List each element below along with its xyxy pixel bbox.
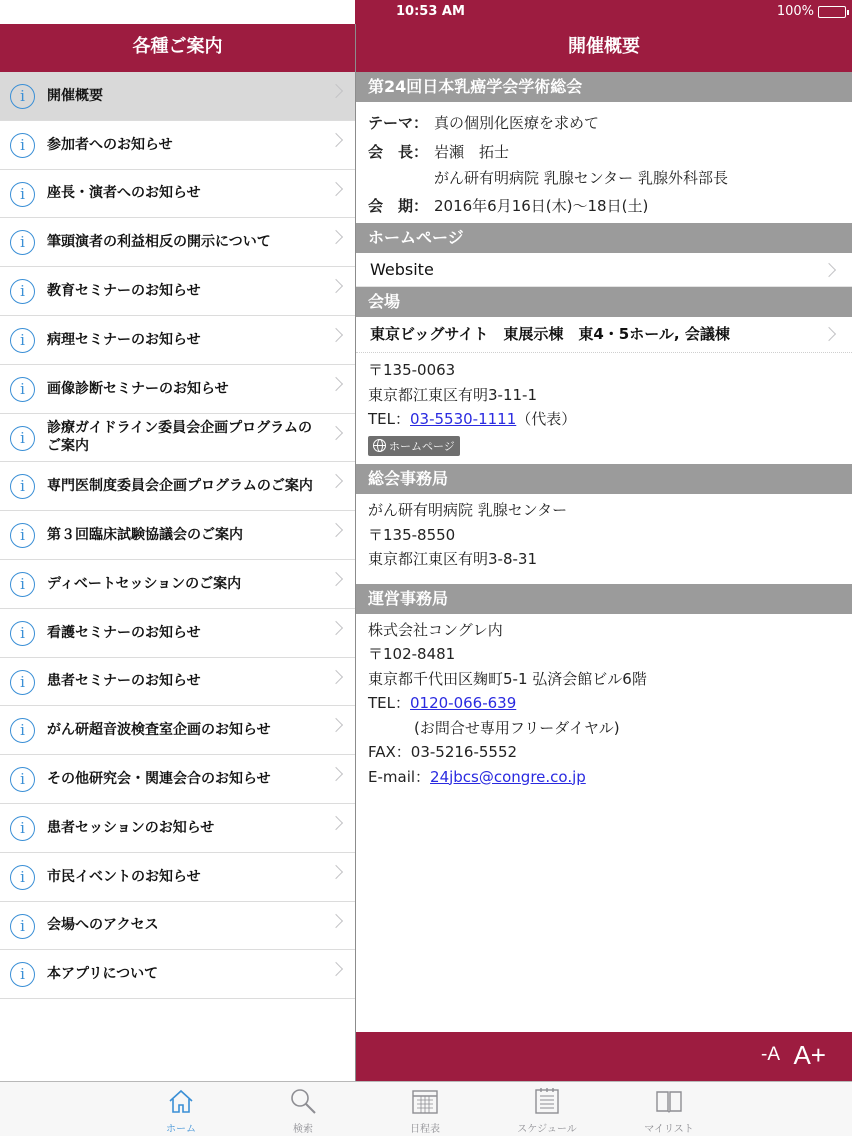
menu-item[interactable] <box>0 267 355 316</box>
info-icon: i <box>10 230 35 255</box>
detail-content[interactable] <box>356 72 852 1032</box>
tab-search[interactable] <box>258 1086 348 1135</box>
menu-item-label: 市民イベントのお知らせ <box>47 868 201 885</box>
menu-item-label: 患者セッションのお知らせ <box>47 819 215 836</box>
menu-item[interactable] <box>0 560 355 609</box>
menu-item-label: 専門医制度委員会企画プログラムのご案内 <box>47 478 313 495</box>
venue-row[interactable] <box>356 317 852 353</box>
info-icon: i <box>10 865 35 890</box>
font-larger-button[interactable]: A+ <box>793 1040 826 1070</box>
info-icon: i <box>10 84 35 109</box>
tab-book[interactable] <box>624 1086 714 1135</box>
menu-item-label: 第３回臨床試験協議会のご案内 <box>47 527 243 544</box>
menu-item[interactable] <box>0 462 355 511</box>
info-icon: i <box>10 962 35 987</box>
menu-item-label: 参加者へのお知らせ <box>47 136 173 153</box>
venue-address: 東京都江東区有明3-11-1 <box>368 385 537 404</box>
chevron-right-icon <box>329 523 343 537</box>
chevron-right-icon <box>329 84 343 98</box>
ops-tel <box>368 691 852 716</box>
chevron-right-icon <box>329 816 343 830</box>
menu-item[interactable] <box>0 755 355 804</box>
chevron-right-icon <box>329 133 343 147</box>
menu-item[interactable] <box>0 170 355 219</box>
ops-address: 東京都千代田区麹町5-1 弘済会館ビル6階 <box>368 669 647 688</box>
info-menu-list <box>0 72 355 999</box>
chevron-right-icon <box>329 718 343 732</box>
menu-item-label: 会場へのアクセス <box>47 917 159 934</box>
chevron-right-icon <box>329 328 343 342</box>
venue-details <box>356 353 852 464</box>
tab-label: ホーム <box>166 1124 196 1135</box>
info-icon: i <box>10 523 35 548</box>
chevron-right-icon <box>329 572 343 586</box>
chevron-right-icon <box>329 669 343 683</box>
tab-schedule[interactable] <box>502 1086 592 1135</box>
menu-item[interactable] <box>0 121 355 170</box>
tab-bar <box>0 1081 852 1136</box>
venue-homepage-label: ホームページ <box>389 439 455 453</box>
detail-nav-title: 開催概要 <box>356 24 852 72</box>
tab-label: 日程表 <box>410 1124 440 1135</box>
info-icon: i <box>10 572 35 597</box>
menu-item[interactable] <box>0 853 355 902</box>
ops-name: 株式会社コングレ内 <box>368 620 503 639</box>
master-panel <box>0 0 355 1081</box>
chevron-right-icon <box>329 426 343 440</box>
period-key: 会 期： <box>368 197 429 215</box>
schedule-icon <box>502 1086 592 1116</box>
chevron-right-icon <box>329 279 343 293</box>
venue-name: 東京ビッグサイト 東展示棟 東4・5ホール, 会議棟 <box>370 325 730 343</box>
website-link-row[interactable] <box>356 253 852 287</box>
menu-item[interactable] <box>0 316 355 365</box>
period-row <box>368 193 852 219</box>
period-value: 2016年6月16日(木)〜18日(土) <box>434 197 649 215</box>
meeting-info <box>356 102 852 223</box>
meeting-name-header: 第24回日本乳癌学会学術総会 <box>356 72 852 102</box>
venue-tel-label: TEL： <box>368 410 410 428</box>
info-icon: i <box>10 182 35 207</box>
info-icon: i <box>10 426 35 451</box>
chevron-right-icon <box>329 767 343 781</box>
office-name: がん研有明病院 乳腺センター <box>368 501 568 519</box>
chair-key: 会 長： <box>368 143 429 161</box>
chair-affiliation: がん研有明病院 乳腺センター 乳腺外科部長 <box>434 169 728 187</box>
info-icon: i <box>10 133 35 158</box>
info-icon: i <box>10 767 35 792</box>
menu-item-label: 本アプリについて <box>47 966 159 983</box>
chevron-right-icon <box>329 182 343 196</box>
menu-item-label: その他研究会・関連会合のお知らせ <box>47 771 271 788</box>
book-icon <box>624 1086 714 1116</box>
ops-email-label: E-mail： <box>368 767 431 786</box>
chevron-right-icon <box>329 474 343 488</box>
office-address: 東京都江東区有明3-8-31 <box>368 550 537 568</box>
ops-fax: FAX：03-5216-5552 <box>368 743 518 761</box>
tab-label: 検索 <box>293 1124 313 1135</box>
calendar-icon <box>380 1086 470 1116</box>
search-icon <box>258 1086 348 1116</box>
chevron-right-icon <box>329 621 343 635</box>
info-icon: i <box>10 377 35 402</box>
chevron-right-icon <box>822 263 836 277</box>
theme-value: 真の個別化医療を求めて <box>434 114 600 132</box>
menu-item[interactable] <box>0 706 355 755</box>
chair-name: 岩瀬 拓士 <box>434 143 510 161</box>
menu-item[interactable] <box>0 804 355 853</box>
chevron-right-icon <box>329 230 343 244</box>
tab-calendar[interactable] <box>380 1086 470 1135</box>
info-icon: i <box>10 474 35 499</box>
tab-label: スケジュール <box>517 1124 577 1135</box>
menu-item[interactable] <box>0 414 355 463</box>
info-icon: i <box>10 279 35 304</box>
menu-item-label: がん研超音波検査室企画のお知らせ <box>47 722 271 739</box>
home-icon <box>136 1086 226 1116</box>
operations-header: 運営事務局 <box>356 584 852 614</box>
website-label: Website <box>370 260 434 279</box>
theme-key: テーマ： <box>368 114 429 132</box>
menu-item-label: 看護セミナーのお知らせ <box>47 624 201 641</box>
master-nav-title: 各種ご案内 <box>0 24 355 72</box>
chevron-right-icon <box>329 865 343 879</box>
info-icon: i <box>10 670 35 695</box>
battery-percent: 100% <box>776 4 814 19</box>
ops-email <box>368 765 852 790</box>
info-icon: i <box>10 328 35 353</box>
info-icon: i <box>10 816 35 841</box>
chevron-right-icon <box>329 377 343 391</box>
menu-item[interactable] <box>0 902 355 951</box>
chevron-right-icon <box>822 327 836 341</box>
font-size-bar <box>356 1032 852 1081</box>
ops-email-link[interactable]: 24jbcs@congre.co.jp <box>430 767 586 786</box>
ops-tel-note: (お問合せ専用フリーダイヤル) <box>414 718 620 737</box>
chair-value <box>434 139 852 191</box>
menu-item[interactable] <box>0 365 355 414</box>
menu-item-label: 開催概要 <box>47 87 103 104</box>
office-details <box>356 494 852 584</box>
chevron-right-icon <box>329 962 343 976</box>
ops-tel-link[interactable]: 0120-066-639 <box>410 694 517 712</box>
menu-item[interactable] <box>0 609 355 658</box>
clock: 10:53 AM <box>396 4 465 19</box>
menu-item-label: ディベートセッションのご案内 <box>47 575 242 592</box>
venue-header: 会場 <box>356 287 852 317</box>
ops-tel-label: TEL： <box>368 694 410 712</box>
operations-details <box>356 614 852 790</box>
venue-homepage-button[interactable] <box>368 436 460 456</box>
info-icon: i <box>10 621 35 646</box>
office-zip: 〒135-8550 <box>368 525 456 544</box>
menu-item-label: 診療ガイドライン委員会企画プログラムのご案内 <box>47 420 313 455</box>
menu-item[interactable] <box>0 511 355 560</box>
info-icon: i <box>10 718 35 743</box>
globe-icon <box>373 439 386 452</box>
menu-item[interactable] <box>0 72 355 121</box>
chevron-right-icon <box>329 913 343 927</box>
venue-tel-note: （代表） <box>516 410 577 428</box>
office-header: 総会事務局 <box>356 464 852 494</box>
menu-item[interactable] <box>0 950 355 999</box>
homepage-header: ホームページ <box>356 223 852 253</box>
venue-zip: 〒135-0063 <box>368 361 456 379</box>
tab-home[interactable] <box>136 1086 226 1135</box>
chair-row <box>368 139 852 191</box>
info-icon: i <box>10 914 35 939</box>
menu-item-label: 画像診断セミナーのお知らせ <box>47 380 229 397</box>
menu-item-label: 患者セミナーのお知らせ <box>47 673 201 690</box>
tab-label: マイリスト <box>644 1124 694 1135</box>
menu-item-label: 座長・演者へのお知らせ <box>47 185 201 202</box>
menu-item[interactable] <box>0 218 355 267</box>
detail-panel <box>356 0 852 1081</box>
venue-tel-link[interactable]: 03-5530-1111 <box>410 410 517 428</box>
menu-item-label: 病理セミナーのお知らせ <box>47 331 201 348</box>
theme-row <box>368 110 852 136</box>
ops-zip: 〒102-8481 <box>368 645 456 663</box>
venue-tel <box>368 407 852 432</box>
menu-item-label: 筆頭演者の利益相反の開示について <box>47 234 271 251</box>
font-smaller-button[interactable]: -A <box>761 1044 780 1065</box>
menu-item[interactable] <box>0 658 355 707</box>
menu-item-label: 教育セミナーのお知らせ <box>47 283 201 300</box>
